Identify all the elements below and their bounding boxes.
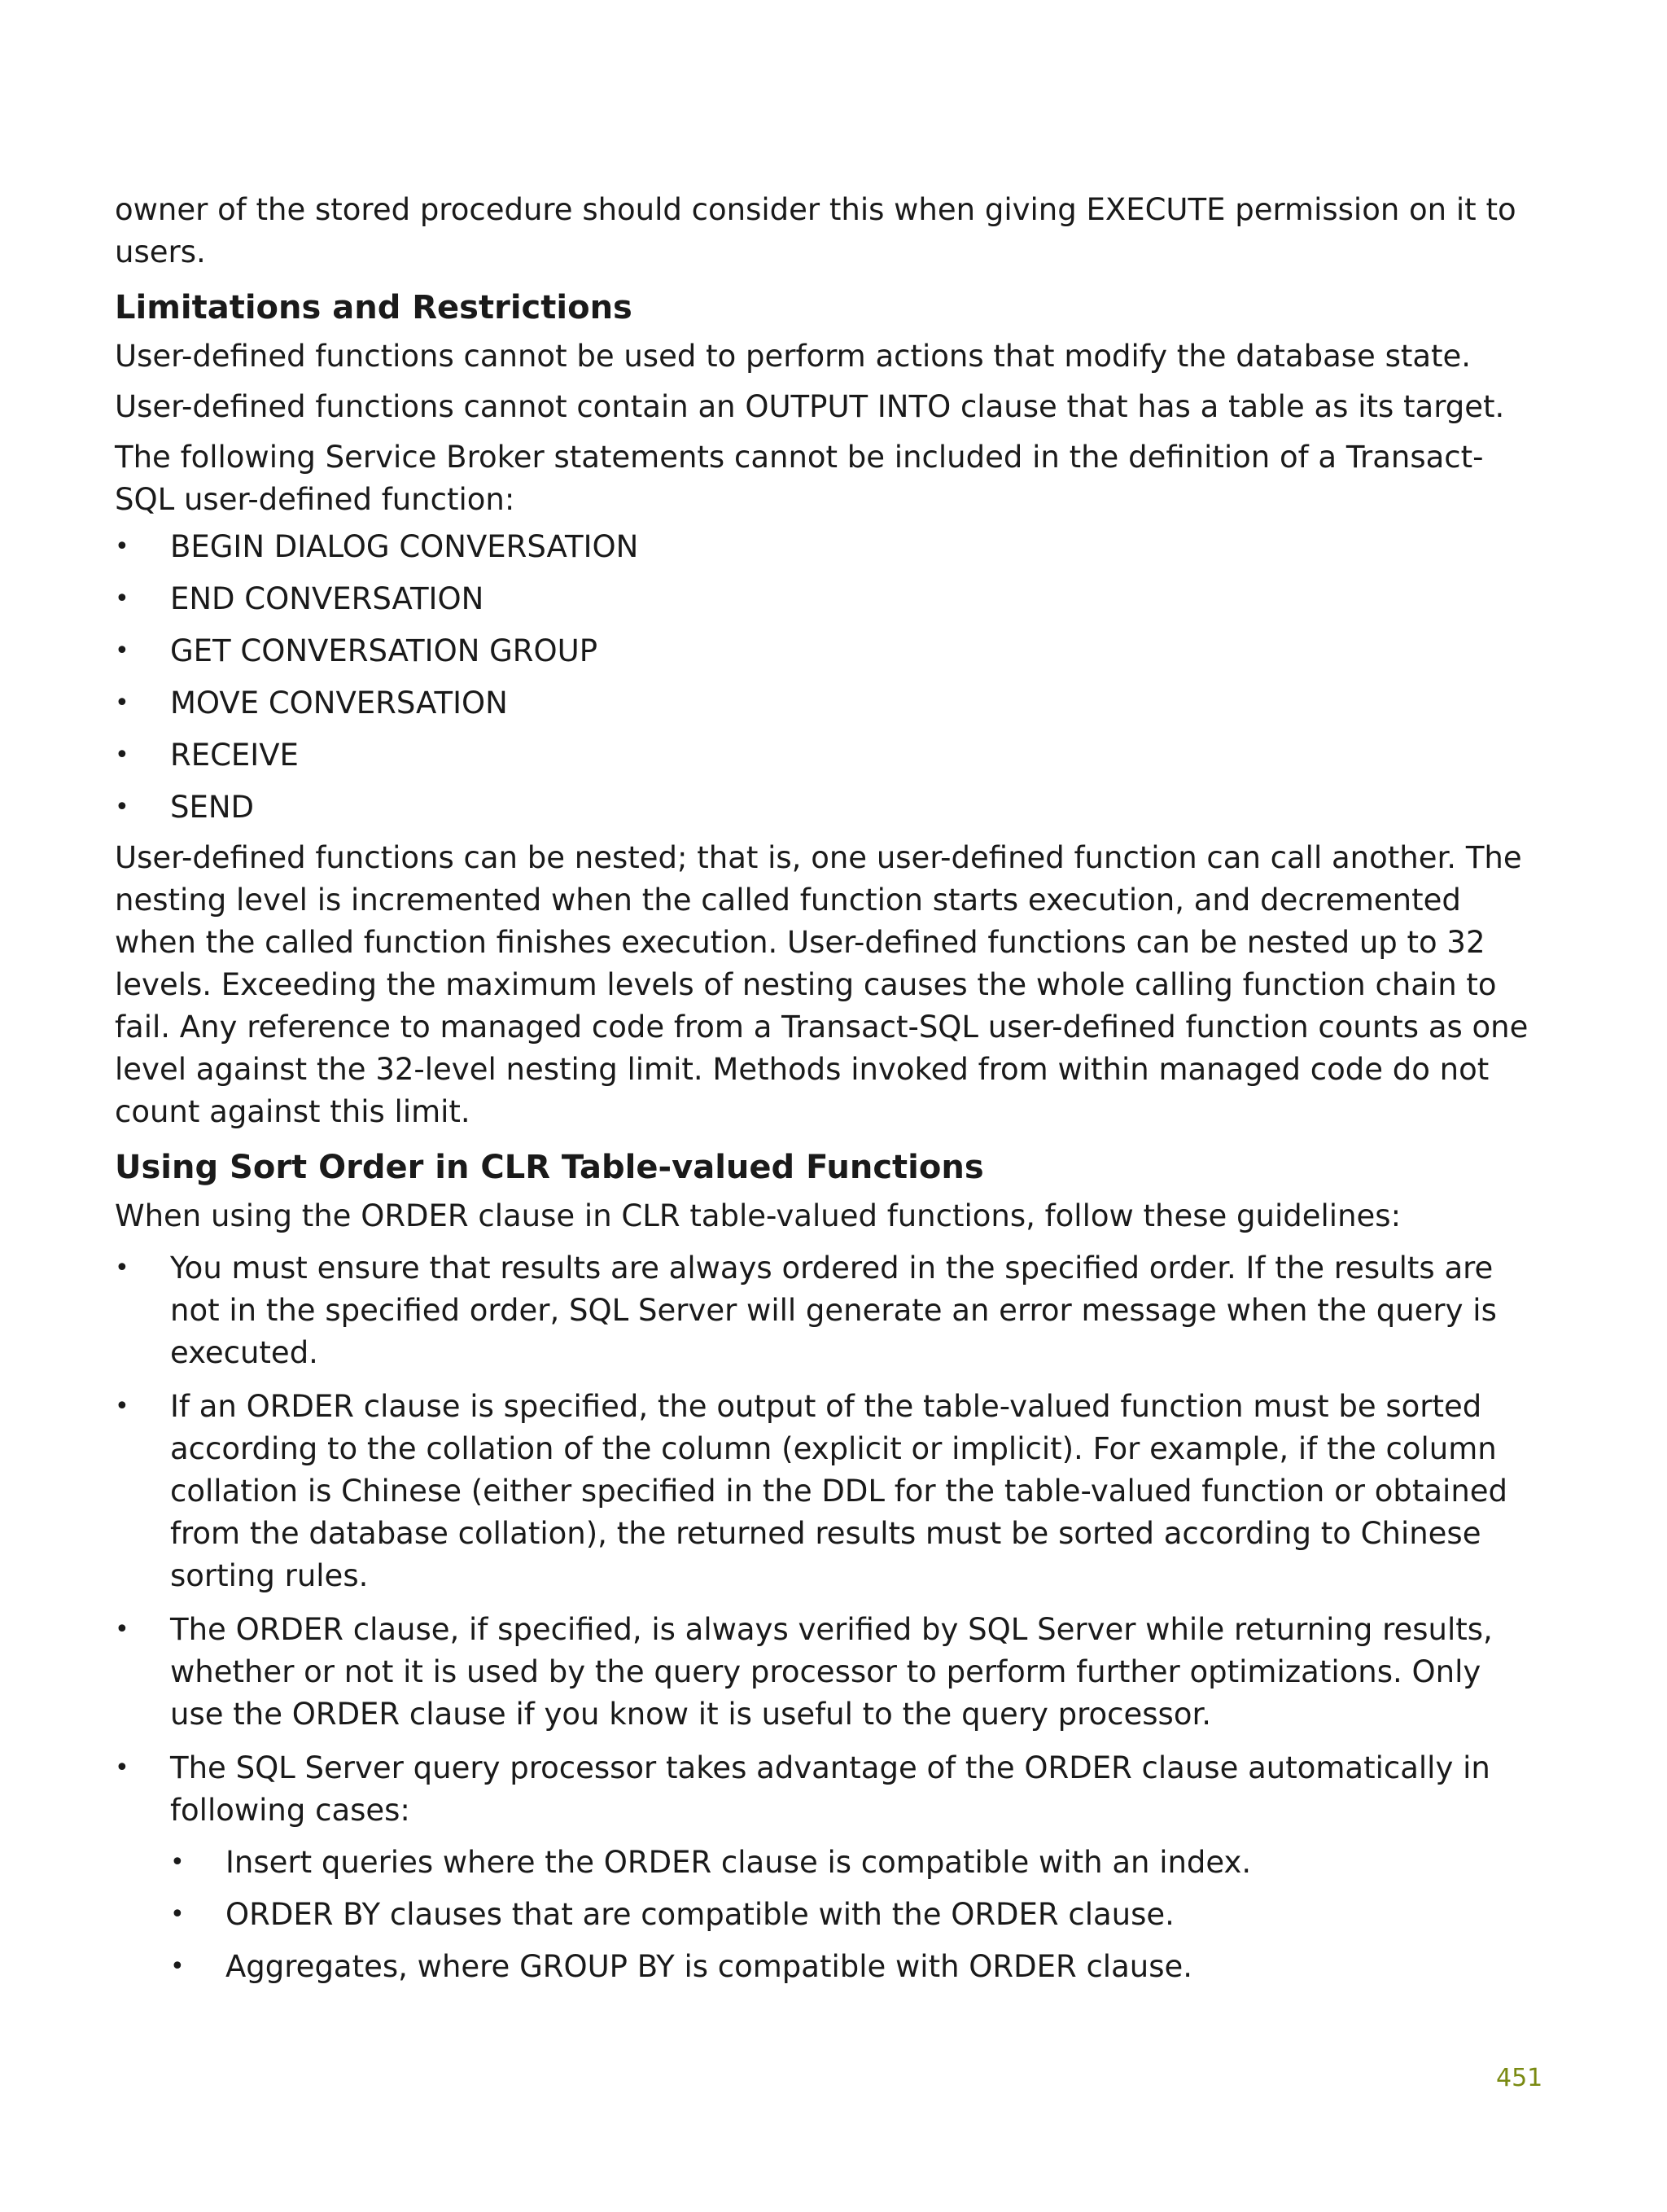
bullet-icon: • bbox=[170, 1952, 185, 1981]
bullet-icon: • bbox=[115, 585, 129, 613]
heading-limitations: Limitations and Restrictions bbox=[115, 289, 632, 326]
list-item: • RECEIVE bbox=[115, 734, 1531, 777]
list-item: • Insert queries where the ORDER clause is compatible with an index. bbox=[170, 1842, 1531, 1884]
list-item: • If an ORDER clause is specified, the output of the table-valued function must be sorted according to the collation of the column (explicit or implicit). For example, if the column collation is Chinese (either specified in the DDL for the table-valued function or obtained from the database collation), the returned results must be sorted according to Chinese sorting rules. bbox=[115, 1386, 1531, 1597]
bullet-icon: • bbox=[170, 1848, 185, 1877]
service-broker-statement-list bbox=[115, 526, 1531, 829]
bullet-icon: • bbox=[170, 1900, 185, 1929]
list-item: • GET CONVERSATION GROUP bbox=[115, 630, 1531, 672]
list-item: • BEGIN DIALOG CONVERSATION bbox=[115, 526, 1531, 568]
list-item: • The SQL Server query processor takes advantage of the ORDER clause automatically in following cases: • Insert queries where the ORDER clause is compatible with an index. • ORDER BY clauses that are compatible with the ORDER clause. • Aggregates, where GROUP BY is compatible with ORDER clause. bbox=[115, 1747, 1531, 1988]
list-item: • MOVE CONVERSATION bbox=[115, 682, 1531, 725]
list-item: • ORDER BY clauses that are compatible with the ORDER clause. bbox=[170, 1894, 1531, 1936]
bullet-icon: • bbox=[115, 1615, 129, 1644]
bullet-icon: • bbox=[115, 1254, 129, 1282]
bullet-icon: • bbox=[115, 741, 129, 769]
bullet-icon: • bbox=[115, 637, 129, 665]
list-item: • Aggregates, where GROUP BY is compatible with ORDER clause. bbox=[170, 1946, 1531, 1988]
intro-fragment: owner of the stored procedure should consider this when giving EXECUTE permission on it to users. bbox=[115, 192, 1516, 269]
bullet-icon: • bbox=[115, 1392, 129, 1421]
bullet-icon: • bbox=[115, 532, 129, 561]
paragraph-nesting: User-defined functions can be nested; that is, one user-defined function can call another. The nesting level is incremented when the called function starts execution, and decremented when the called function finishes execution. User-defined functions can be nested up to 32 levels. Exceeding the maximum levels of nesting causes the whole calling function chain to fail. Any reference to managed code from a Transact-SQL user-defined function counts as one level against the 32-level nesting limit. Methods invoked from within managed code do not count against this limit. bbox=[115, 840, 1529, 1129]
paragraph: User-defined functions cannot contain an OUTPUT INTO clause that has a table as its target. bbox=[115, 389, 1505, 424]
guideline-list bbox=[115, 1247, 1531, 1988]
page-number: 451 bbox=[1496, 2064, 1543, 2092]
paragraph: The following Service Broker statements cannot be included in the definition of a Transact-SQL user-defined function: bbox=[115, 440, 1484, 517]
paragraph: User-defined functions cannot be used to perform actions that modify the database state. bbox=[115, 339, 1472, 374]
list-item: • END CONVERSATION bbox=[115, 578, 1531, 620]
bullet-icon: • bbox=[115, 689, 129, 717]
list-item: • You must ensure that results are always ordered in the specified order. If the results are not in the specified order, SQL Server will generate an error message when the query is executed. bbox=[115, 1247, 1531, 1374]
list-item: • SEND bbox=[115, 786, 1531, 829]
bullet-icon: • bbox=[115, 1754, 129, 1782]
nested-case-list bbox=[170, 1842, 1531, 1988]
bullet-icon: • bbox=[115, 793, 129, 821]
paragraph: When using the ORDER clause in CLR table-valued functions, follow these guidelines: bbox=[115, 1198, 1402, 1233]
list-item: • The ORDER clause, if specified, is always verified by SQL Server while returning results, whether or not it is used by the query processor to perform further optimizations. Only use the ORDER clause if you know it is useful to the query processor. bbox=[115, 1609, 1531, 1736]
page-body bbox=[115, 189, 1531, 1988]
heading-sort-order: Using Sort Order in CLR Table-valued Functions bbox=[115, 1149, 984, 1186]
